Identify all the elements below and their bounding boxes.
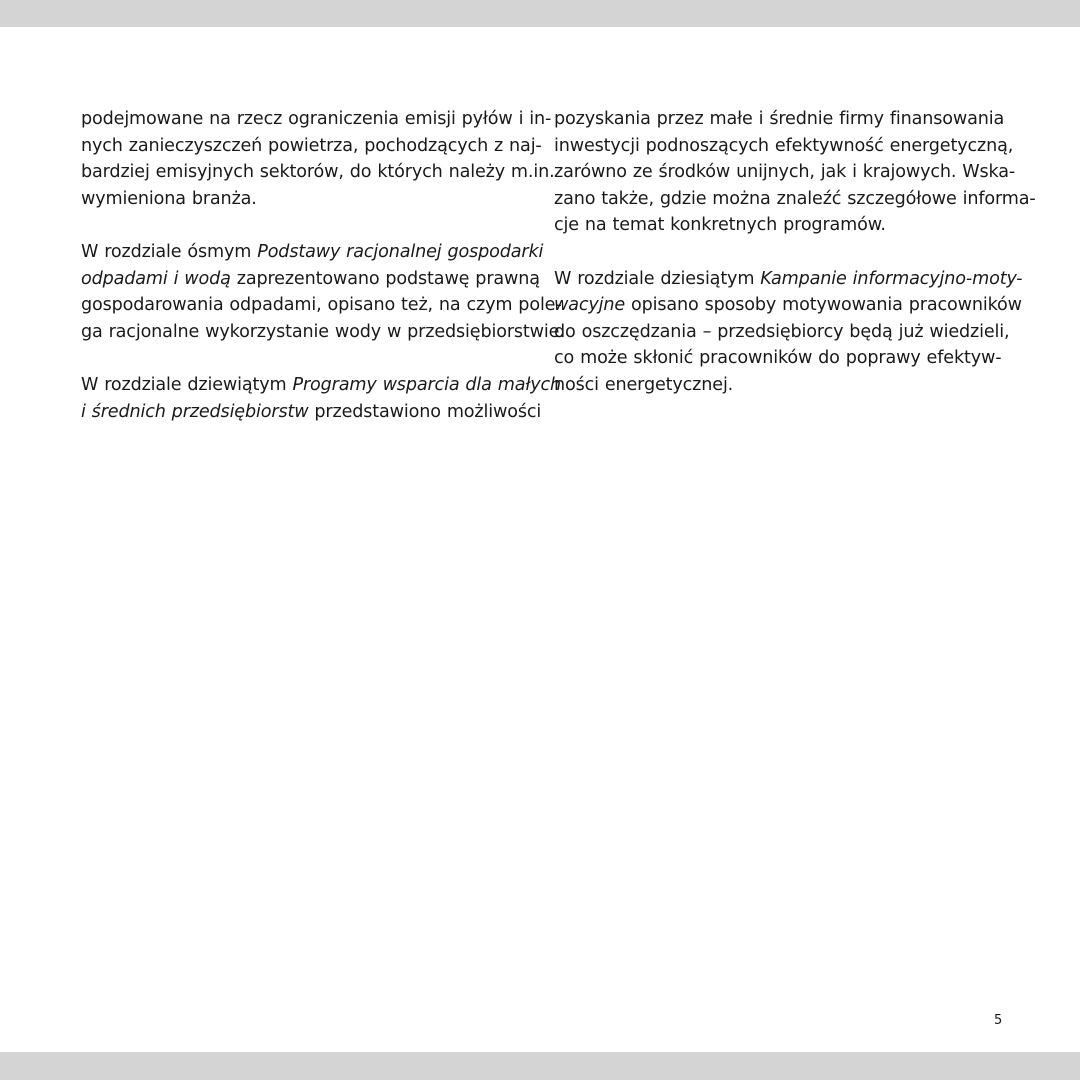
page-number: 5	[994, 1013, 1003, 1028]
text-run: W rozdziale dziesiątym	[554, 268, 761, 289]
paragraph-gap	[554, 239, 1000, 266]
text-line	[554, 292, 1022, 319]
text-line: bardziej emisyjnych sektorów, do których należy m.in.	[81, 162, 555, 183]
paragraph-gap	[81, 345, 527, 372]
text-line: ności energetycznej.	[554, 374, 734, 395]
chapter-ten-title-cont: wacyjne	[554, 295, 626, 316]
text-line: co może skłonić pracowników do poprawy efektyw-	[554, 348, 1002, 369]
bottom-border-bar	[0, 1052, 1080, 1080]
chapter-eight-title: Podstawy racjonalnej gospodarki	[257, 241, 544, 262]
chapter-ten-title: Kampanie informacyjno-moty-	[760, 268, 1023, 289]
text-line	[81, 399, 542, 426]
text-run: W rozdziale ósmym	[81, 241, 258, 262]
text-run: W rozdziale dziewiątym	[81, 374, 293, 395]
text-line: inwestycji podnoszących efektywność energetyczną,	[554, 135, 1014, 156]
text-line: zano także, gdzie można znaleźć szczegółowe informa-	[554, 188, 1036, 209]
text-run: opisano sposoby motywowania pracowników	[625, 295, 1022, 316]
right-text-column	[554, 106, 1036, 399]
text-line: ga racjonalne wykorzystanie wody w przedsiębiorstwie.	[81, 321, 565, 342]
text-line: pozyskania przez małe i średnie firmy finansowania	[554, 109, 1005, 129]
text-line	[81, 239, 544, 266]
paragraph-emissions	[81, 106, 555, 212]
chapter-nine-title: Programy wsparcia dla małych	[292, 374, 562, 395]
text-line: zarówno ze środków unijnych, jak i krajowych. Wska-	[554, 162, 1016, 183]
text-line: cje na temat konkretnych programów.	[554, 215, 886, 236]
paragraph-chapter-ten	[554, 266, 1023, 399]
text-line: do oszczędzania – przedsiębiorcy będą już wiedzieli,	[554, 321, 1010, 342]
text-line: nych zanieczyszczeń powietrza, pochodzących z naj-	[81, 135, 542, 156]
text-line: wymieniona branża.	[81, 188, 257, 209]
text-run: przedstawiono możliwości	[308, 401, 542, 422]
paragraph-gap	[81, 212, 527, 239]
text-line: podejmowane na rzecz ograniczenia emisji pyłów i in-	[81, 109, 552, 129]
paragraph-chapter-eight	[81, 239, 565, 345]
top-border-bar	[0, 0, 1080, 27]
text-line: gospodarowania odpadami, opisano też, na czym pole-	[81, 295, 562, 316]
text-line	[81, 266, 540, 293]
chapter-eight-title-cont: odpadami i wodą	[81, 268, 231, 289]
left-text-column	[81, 106, 565, 425]
chapter-nine-title-cont: i średnich przedsiębiorstw	[81, 401, 309, 422]
text-line	[81, 372, 562, 399]
text-line	[554, 266, 1023, 293]
paragraph-financing	[554, 106, 1036, 239]
text-run: zaprezentowano podstawę prawną	[230, 268, 540, 289]
paragraph-chapter-nine	[81, 372, 562, 425]
